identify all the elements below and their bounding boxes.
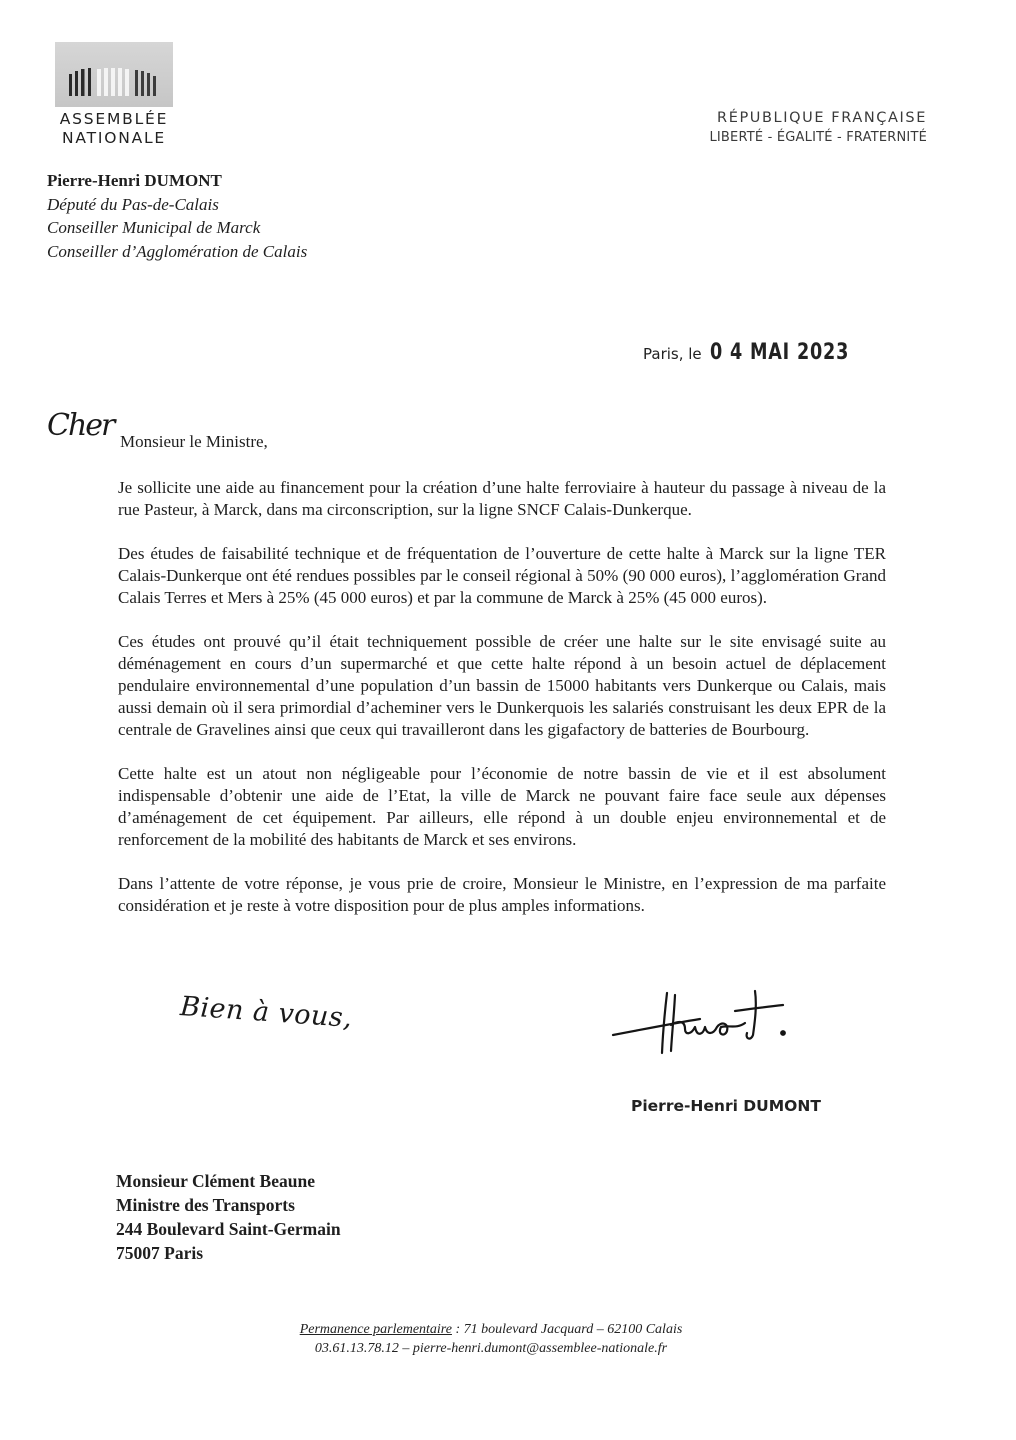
logo-wordmark [50,110,178,148]
footer [0,1320,982,1358]
paragraph-4: Cette halte est un atout non négligeable pour l’économie de notre bassin de vie et il est absolument indispensable d’obtenir une aide de l’Etat, la ville de Marck ne pouvant faire face seule aux dépenses d’aménagement de cet équipement. Par ailleurs, elle répond à un double enjeu environnemental et de renforcement de la mobilité des habitants de Marck et ses environs. [118,764,886,849]
sender-block [47,169,307,263]
recipient-name: Monsieur Clément Beaune [116,1171,315,1191]
handwritten-signature [605,985,805,1065]
signer-name: Pierre-Henri DUMONT [631,1097,821,1115]
handwritten-closing: Bien à vous, [179,991,354,1034]
sender-role-2: Conseiller Municipal de Marck [47,218,261,237]
assemblee-nationale-logo [55,42,173,107]
logo-line-2: NATIONALE [61,129,167,147]
handwritten-salutation: Cher [47,408,114,443]
hemicycle-icon [55,42,173,107]
republic-header [630,108,927,148]
footer-line-1 [0,1320,982,1339]
date-prefix: Paris, le [643,345,702,363]
recipient-city: 75007 Paris [116,1243,204,1263]
footer-label: Permanence parlementaire [299,1322,452,1337]
letter-date [643,340,884,365]
logo-line-1: ASSEMBLÉE [59,110,169,128]
greeting: Monsieur le Ministre, [120,432,268,451]
recipient-title: Ministre des Transports [116,1195,295,1215]
sender-role-1: Député du Pas-de-Calais [47,194,219,214]
paragraph-1: Je sollicite une aide au financement pour la création d’une halte ferroviaire à hauteur du passage à niveau de la rue Pasteur, à Marck, dans ma circonscription, sur la ligne SNCF Calais-Dunkerque. [118,478,886,519]
sender-name: Pierre-Henri DUMONT [47,171,222,190]
sender-role-3: Conseiller d’Agglomération de Calais [47,241,308,261]
footer-contact: 03.61.13.78.12 – pierre-henri.dumont@assemblee-nationale.fr [314,1341,668,1356]
paragraph-5: Dans l’attente de votre réponse, je vous prie de croire, Monsieur le Ministre, en l’expression de ma parfaite considération et je reste à votre disposition pour de plus amples informations. [118,874,886,915]
recipient-street: 244 Boulevard Saint-Germain [116,1219,341,1239]
republic-title: RÉPUBLIQUE FRANÇAISE [717,110,927,126]
paragraph-2: Des études de faisabilité technique et de fréquentation de l’ouverture de cette halte à Marck sur la ligne TER Calais-Dunkerque ont été rendues possibles par le conseil régional à 50% (90 000 euros), l’agglomération Grand Calais Terres et Mers à 25% (45 000 euros) et par la commune de Marck à 25% (45 000 euros). [118,544,886,607]
footer-address: : 71 boulevard Jacquard – 62100 Calais [451,1322,683,1337]
date-stamp: 0 4 MAI 2023 [710,340,850,365]
recipient-block [116,1169,341,1265]
republic-motto: LIBERTÉ - ÉGALITÉ - FRATERNITÉ [709,130,927,145]
letter-body [118,477,886,939]
paragraph-3: Ces études ont prouvé qu’il était techniquement possible de créer une halte sur le site envisagé suite au déménagement en cours d’un supermarché et que cette halte répond à un besoin actuel de déplacement pendulaire environnemental d’une population d’un bassin de 15000 habitants vers Dunkerque ou Calais, mais aussi demain où il sera primordial d’acheminer vers le Dunkerquois les salariés construisant les deux EPR de la centrale de Gravelines ainsi que ceux qui travailleront dans les gigafactory de batteries de Bourbourg. [118,632,886,739]
